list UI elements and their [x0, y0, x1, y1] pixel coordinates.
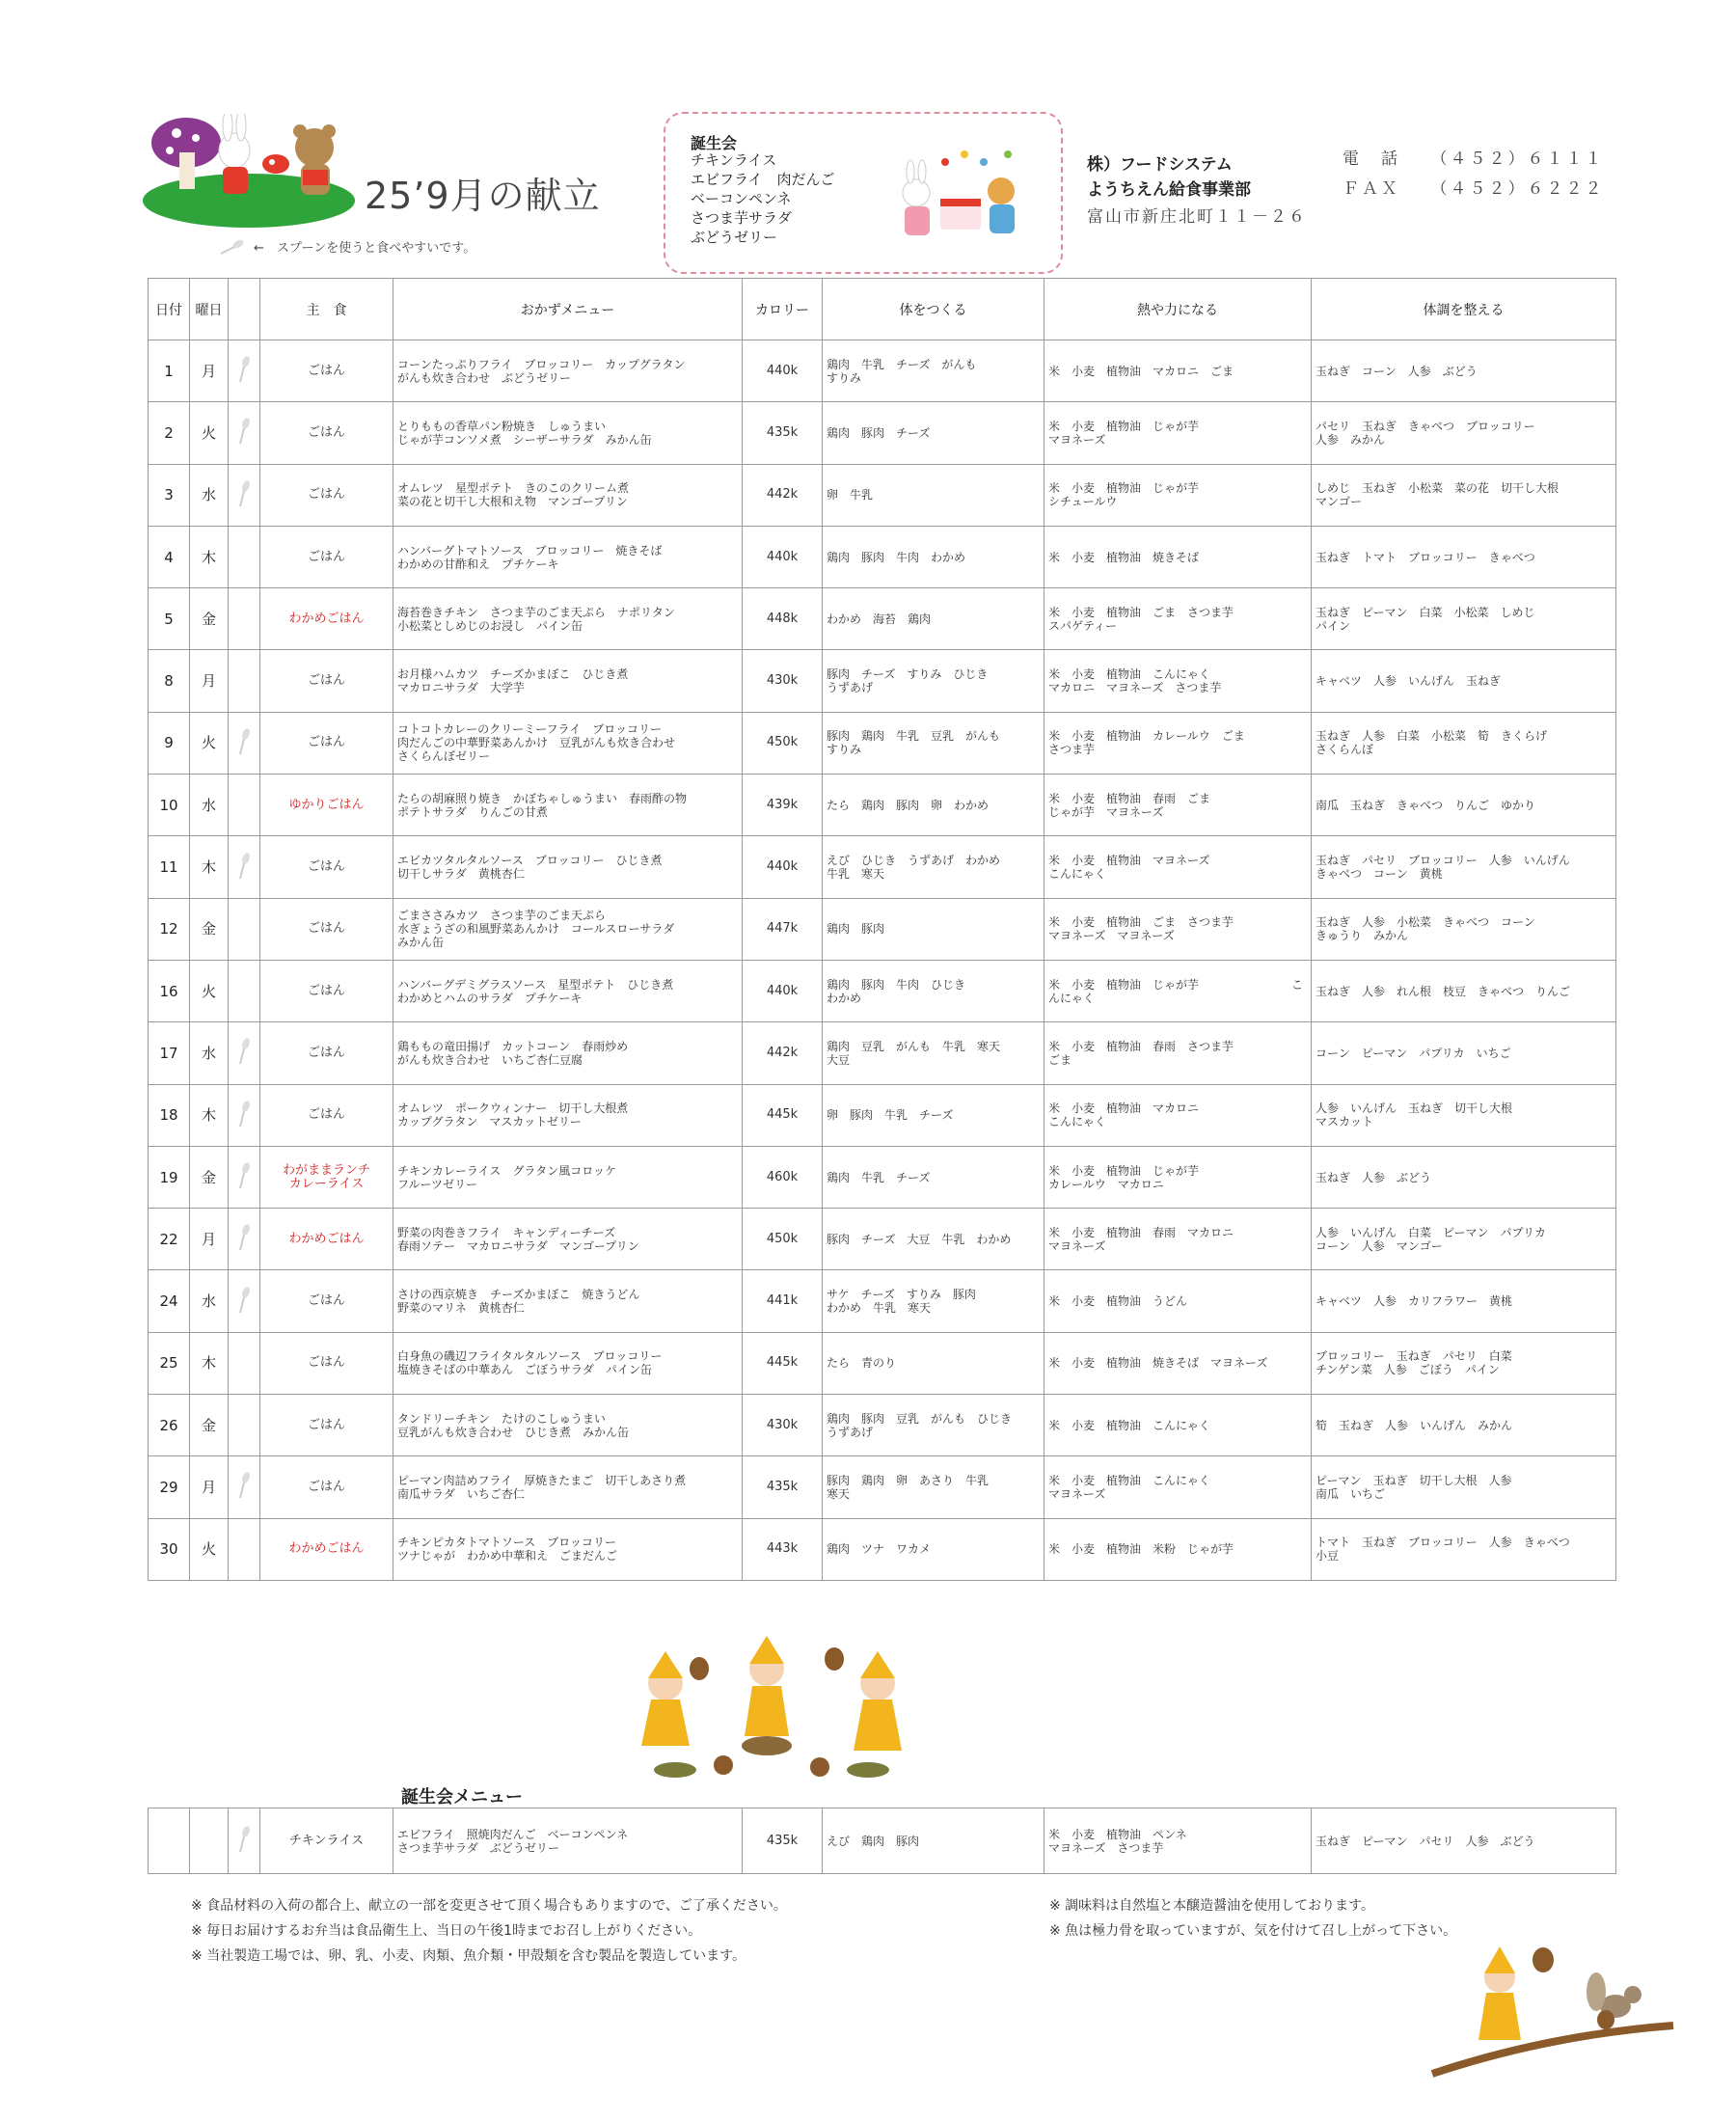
dish-cell: 白身魚の磯辺フライタルタルソース ブロッコリー 塩焼きそばの中華あん ごぼうサラダ パイン缶 — [393, 1332, 743, 1394]
spoon-cell — [229, 340, 260, 402]
energy-cell: 米 小麦 植物油 米粉 じゃが芋 — [1044, 1518, 1312, 1580]
weekday-cell: 木 — [190, 526, 229, 587]
note-item: ※ 調味料は自然塩と本醸造醤油を使用しております。 — [1049, 1898, 1375, 1914]
condition-cell: 人参 いんげん 玉ねぎ 切干し大根 マスカット — [1312, 1084, 1616, 1146]
day-cell: 19 — [149, 1146, 190, 1208]
weekday-cell: 木 — [190, 1332, 229, 1394]
body-cell: 鶏肉 豚肉 豆乳 がんも ひじき うずあげ — [823, 1395, 1044, 1456]
note-item: ※ 魚は極力骨を取っていますが、気を付けて召し上がって下さい。 — [1049, 1923, 1457, 1939]
body-cell: わかめ 海苔 鶏肉 — [823, 588, 1044, 650]
dish-cell: オムレツ 星型ポテト きのこのクリーム煮 菜の花と切干し大根和え物 マンゴープリン — [393, 464, 743, 526]
staple-cell: ごはん — [260, 1270, 393, 1332]
fax-number: ＦＡＸ （４５２）６２２２ — [1343, 179, 1605, 199]
calorie-cell: 442k — [743, 1022, 823, 1084]
dish-cell: オムレツ ポークウィンナー 切干し大根煮 カップグラタン マスカットゼリー — [393, 1084, 743, 1146]
weekday-cell: 木 — [190, 1084, 229, 1146]
table-row — [149, 712, 1616, 774]
calorie-cell: 460k — [743, 1146, 823, 1208]
staple-cell: ごはん — [260, 650, 393, 712]
birthday-item: ベーコンペンネ — [691, 190, 792, 207]
calorie-cell: 440k — [743, 836, 823, 898]
weekday-cell: 火 — [190, 960, 229, 1021]
dish-cell: チキンカレーライス グラタン風コロッケ フルーツゼリー — [393, 1146, 743, 1208]
dish-cell: 海苔巻きチキン さつま芋のごま天ぷら ナポリタン 小松菜としめじのお浸し パイン缶 — [393, 588, 743, 650]
weekday-cell: 木 — [190, 836, 229, 898]
table-row — [149, 464, 1616, 526]
header-calorie: カロリー — [743, 279, 823, 340]
menu-table-body — [149, 340, 1616, 1581]
day-cell: 5 — [149, 588, 190, 650]
calorie-cell: 450k — [743, 1209, 823, 1270]
condition-cell: パセリ 玉ねぎ きゃべつ ブロッコリー 人参 みかん — [1312, 402, 1616, 464]
energy-cell: 米 小麦 植物油 焼きそば マヨネーズ — [1044, 1332, 1312, 1394]
energy-cell: 米 小麦 植物油 春雨 さつま芋 ごま — [1044, 1022, 1312, 1084]
spoon-icon — [237, 355, 251, 384]
spoon-cell — [229, 1395, 260, 1456]
spoon-cell — [229, 1084, 260, 1146]
staple-cell: ごはん — [260, 464, 393, 526]
energy-cell: 米 小麦 植物油 じゃが芋 こ んにゃく — [1044, 960, 1312, 1021]
notes-right — [1049, 1893, 1456, 1944]
birthday-box-title: 誕生会 — [691, 134, 738, 152]
body-cell: 卵 豚肉 牛乳 チーズ — [823, 1084, 1044, 1146]
energy-cell: 米 小麦 植物油 マヨネーズ こんにゃく — [1044, 836, 1312, 898]
table-row — [149, 1209, 1616, 1270]
calorie-cell: 443k — [743, 1518, 823, 1580]
spoon-icon — [237, 1037, 251, 1066]
dish-cell: コトコトカレーのクリーミーフライ ブロッコリー 肉だんごの中華野菜あんかけ 豆乳がんも炊き合わせ さくらんぼゼリー — [393, 712, 743, 774]
body-cell: サケ チーズ すりみ 豚肉 わかめ 牛乳 寒天 — [823, 1270, 1044, 1332]
calorie-cell: 440k — [743, 960, 823, 1021]
header-energy: 熱や力になる — [1044, 279, 1312, 340]
day-cell: 29 — [149, 1456, 190, 1518]
body-cell: 鶏肉 牛乳 チーズ — [823, 1146, 1044, 1208]
spoon-icon — [237, 1286, 251, 1315]
day-cell: 11 — [149, 836, 190, 898]
company-name: 株）フードシステム — [1087, 155, 1233, 175]
notes-left — [191, 1893, 787, 1969]
day-cell: 9 — [149, 712, 190, 774]
energy-cell: 米 小麦 植物油 ごま さつま芋 スパゲティー — [1044, 588, 1312, 650]
page-title: 25’9月の献立 — [365, 175, 601, 217]
energy-cell: 米 小麦 植物油 春雨 ごま じゃが芋 マヨネーズ — [1044, 775, 1312, 836]
energy-cell: 米 小麦 植物油 カレールウ ごま さつま芋 — [1044, 712, 1312, 774]
condition-cell: 玉ねぎ コーン 人参 ぶどう — [1312, 340, 1616, 402]
body-cell: 卵 牛乳 — [823, 464, 1044, 526]
spoon-icon — [237, 417, 251, 446]
body-cell: 鶏肉 豚肉 チーズ — [823, 402, 1044, 464]
header-staple: 主 食 — [260, 279, 393, 340]
birthday-item: さつま芋サラダ — [691, 209, 792, 227]
calorie-cell: 448k — [743, 588, 823, 650]
dish-cell: ピーマン肉詰めフライ 厚焼きたまご 切干しあさり煮 南瓜サラダ いちご杏仁 — [393, 1456, 743, 1518]
day-cell: 8 — [149, 650, 190, 712]
birthday-menu-title: 誕生会メニュー — [401, 1787, 523, 1808]
body-cell: えび ひじき うずあげ わかめ 牛乳 寒天 — [823, 836, 1044, 898]
weekday-cell: 水 — [190, 464, 229, 526]
phone-number: 電 話 （４５２）６１１１ — [1343, 150, 1605, 169]
staple-cell: ごはん — [260, 1022, 393, 1084]
table-row — [149, 1022, 1616, 1084]
condition-cell: ピーマン 玉ねぎ 切干し大根 人参 南瓜 いちご — [1312, 1456, 1616, 1518]
spoon-cell — [229, 650, 260, 712]
weekday-cell: 月 — [190, 1456, 229, 1518]
spoon-cell — [229, 1022, 260, 1084]
table-row — [149, 960, 1616, 1021]
calorie-cell: 445k — [743, 1084, 823, 1146]
day-cell: 12 — [149, 898, 190, 960]
body-cell: 豚肉 チーズ 大豆 牛乳 わかめ — [823, 1209, 1044, 1270]
day-cell: 17 — [149, 1022, 190, 1084]
table-row — [149, 775, 1616, 836]
company-info — [1087, 152, 1307, 231]
spoon-cell — [229, 775, 260, 836]
dish-cell: ごまささみカツ さつま芋のごま天ぷら 水ぎょうざの和風野菜あんかけ コールスローサラダ みかん缶 — [393, 898, 743, 960]
dish-cell: エビカツタルタルソース ブロッコリー ひじき煮 切干しサラダ 黄桃杏仁 — [393, 836, 743, 898]
energy-cell: 米 小麦 植物油 じゃが芋 マヨネーズ — [1044, 402, 1312, 464]
weekday-cell: 金 — [190, 898, 229, 960]
dish-cell: 鶏ももの竜田揚げ カットコーン 春雨炒め がんも炊き合わせ いちご杏仁豆腐 — [393, 1022, 743, 1084]
body-cell: 豚肉 鶏肉 牛乳 豆乳 がんも すりみ — [823, 712, 1044, 774]
header-spoon — [229, 279, 260, 340]
weekday-cell: 水 — [190, 775, 229, 836]
spoon-cell — [229, 836, 260, 898]
day-cell: 3 — [149, 464, 190, 526]
bd-weekday-cell — [190, 1808, 229, 1874]
staple-cell: ごはん — [260, 402, 393, 464]
bd-energy-cell: 米 小麦 植物油 ペンネ マヨネーズ さつま芋 — [1044, 1808, 1312, 1874]
weekday-cell: 金 — [190, 1146, 229, 1208]
dish-cell: お月様ハムカツ チーズかまぼこ ひじき煮 マカロニサラダ 大学芋 — [393, 650, 743, 712]
spoon-icon — [237, 852, 251, 881]
body-cell: 鶏肉 豚肉 牛肉 わかめ — [823, 526, 1044, 587]
contact-info — [1343, 145, 1605, 204]
spoon-cell — [229, 464, 260, 526]
spoon-icon — [237, 1471, 251, 1500]
day-cell: 16 — [149, 960, 190, 1021]
table-row — [149, 898, 1616, 960]
staple-cell: ごはん — [260, 960, 393, 1021]
condition-cell: 玉ねぎ パセリ ブロッコリー 人参 いんげん きゃべつ コーン 黄桃 — [1312, 836, 1616, 898]
day-cell: 26 — [149, 1395, 190, 1456]
staple-cell: わかめごはん — [260, 1209, 393, 1270]
spoon-icon — [237, 479, 251, 508]
body-cell: 鶏肉 豚肉 — [823, 898, 1044, 960]
children-acorns-illustration — [598, 1630, 945, 1784]
dish-cell: ハンバーグデミグラスソース 星型ポテト ひじき煮 わかめとハムのサラダ プチケーキ — [393, 960, 743, 1021]
condition-cell: ブロッコリー 玉ねぎ パセリ 白菜 チンゲン菜 人参 ごぼう パイン — [1312, 1332, 1616, 1394]
condition-cell: しめじ 玉ねぎ 小松菜 菜の花 切干し大根 マンゴー — [1312, 464, 1616, 526]
body-cell: たら 青のり — [823, 1332, 1044, 1394]
day-cell: 25 — [149, 1332, 190, 1394]
staple-cell: ごはん — [260, 712, 393, 774]
birthday-party-illustration — [887, 145, 1042, 251]
calorie-cell: 445k — [743, 1332, 823, 1394]
birthday-box-list — [691, 150, 835, 247]
spoon-cell — [229, 588, 260, 650]
spoon-icon — [237, 1223, 251, 1252]
weekday-cell: 水 — [190, 1022, 229, 1084]
day-cell: 1 — [149, 340, 190, 402]
staple-cell: わかめごはん — [260, 1518, 393, 1580]
header-body: 体をつくる — [823, 279, 1044, 340]
body-cell: 鶏肉 牛乳 チーズ がんも すりみ — [823, 340, 1044, 402]
note-item: ※ 食品材料の入荷の都合上、献立の一部を変更させて頂く場合もありますので、ご了承ください。 — [191, 1898, 787, 1914]
condition-cell: 玉ねぎ 人参 小松菜 きゃべつ コーン きゅうり みかん — [1312, 898, 1616, 960]
weekday-cell: 水 — [190, 1270, 229, 1332]
dish-cell: コーンたっぷりフライ ブロッコリー カップグラタン がんも炊き合わせ ぶどうゼリー — [393, 340, 743, 402]
child-squirrel-branch-illustration — [1413, 1939, 1683, 2083]
menu-table — [148, 278, 1616, 1581]
staple-cell: わがままランチ カレーライス — [260, 1146, 393, 1208]
note-item: ※ 毎日お届けするお弁当は食品衛生上、当日の午後1時までお召し上がりください。 — [191, 1923, 702, 1939]
calorie-cell: 439k — [743, 775, 823, 836]
weekday-cell: 月 — [190, 340, 229, 402]
weekday-cell: 金 — [190, 1395, 229, 1456]
condition-cell: コーン ピーマン パプリカ いちご — [1312, 1022, 1616, 1084]
spoon-cell — [229, 1209, 260, 1270]
birthday-menu-row — [149, 1808, 1616, 1874]
header-day: 日付 — [149, 279, 190, 340]
table-row — [149, 1146, 1616, 1208]
energy-cell: 米 小麦 植物油 マカロニ こんにゃく — [1044, 1084, 1312, 1146]
table-row — [149, 1456, 1616, 1518]
staple-cell: ごはん — [260, 898, 393, 960]
energy-cell: 米 小麦 植物油 こんにゃく — [1044, 1395, 1312, 1456]
spoon-icon — [217, 239, 246, 255]
day-cell: 10 — [149, 775, 190, 836]
header-dish: おかずメニュー — [393, 279, 743, 340]
table-row — [149, 1270, 1616, 1332]
spoon-cell — [229, 526, 260, 587]
spoon-icon — [237, 1825, 251, 1854]
condition-cell: 玉ねぎ ピーマン 白菜 小松菜 しめじ パイン — [1312, 588, 1616, 650]
table-row — [149, 1518, 1616, 1580]
condition-cell: 玉ねぎ 人参 白菜 小松菜 筍 きくらげ さくらんぼ — [1312, 712, 1616, 774]
birthday-item: チキンライス — [691, 151, 777, 169]
birthday-item: ぶどうゼリー — [691, 229, 778, 246]
dish-cell: タンドリーチキン たけのこしゅうまい 豆乳がんも炊き合わせ ひじき煮 みかん缶 — [393, 1395, 743, 1456]
spoon-cell — [229, 1518, 260, 1580]
energy-cell: 米 小麦 植物油 焼きそば — [1044, 526, 1312, 587]
condition-cell: キャベツ 人参 カリフラワー 黄桃 — [1312, 1270, 1616, 1332]
bd-day-cell — [149, 1808, 190, 1874]
spoon-cell — [229, 1270, 260, 1332]
body-cell: 鶏肉 ツナ ワカメ — [823, 1518, 1044, 1580]
staple-cell: ごはん — [260, 526, 393, 587]
dish-cell: さけの西京焼き チーズかまぼこ 焼きうどん 野菜のマリネ 黄桃杏仁 — [393, 1270, 743, 1332]
energy-cell: 米 小麦 植物油 こんにゃく マヨネーズ — [1044, 1456, 1312, 1518]
day-cell: 30 — [149, 1518, 190, 1580]
calorie-cell: 435k — [743, 402, 823, 464]
bd-dish-cell: エビフライ 照焼肉だんご ベーコンペンネ さつま芋サラダ ぶどうゼリー — [393, 1808, 743, 1874]
energy-cell: 米 小麦 植物油 じゃが芋 カレールウ マカロニ — [1044, 1146, 1312, 1208]
table-row — [149, 340, 1616, 402]
day-cell: 18 — [149, 1084, 190, 1146]
weekday-cell: 火 — [190, 712, 229, 774]
table-row — [149, 526, 1616, 587]
condition-cell: キャベツ 人参 いんげん 玉ねぎ — [1312, 650, 1616, 712]
condition-cell: 玉ねぎ 人参 れん根 枝豆 きゃべつ りんご — [1312, 960, 1616, 1021]
condition-cell: 玉ねぎ トマト ブロッコリー きゃべつ — [1312, 526, 1616, 587]
bd-spoon-cell — [229, 1808, 260, 1874]
bd-condition-cell: 玉ねぎ ピーマン パセリ 人参 ぶどう — [1312, 1808, 1616, 1874]
condition-cell: トマト 玉ねぎ ブロッコリー 人参 きゃべつ 小豆 — [1312, 1518, 1616, 1580]
table-row — [149, 402, 1616, 464]
energy-cell: 米 小麦 植物油 じゃが芋 シチュールウ — [1044, 464, 1312, 526]
calorie-cell: 447k — [743, 898, 823, 960]
bd-calorie-cell: 435k — [743, 1808, 823, 1874]
staple-cell: ごはん — [260, 1456, 393, 1518]
day-cell: 2 — [149, 402, 190, 464]
day-cell: 4 — [149, 526, 190, 587]
spoon-note-text: ← スプーンを使うと食べやすいです。 — [254, 241, 476, 256]
staple-cell: ごはん — [260, 1332, 393, 1394]
calorie-cell: 450k — [743, 712, 823, 774]
staple-cell: ごはん — [260, 1084, 393, 1146]
spoon-cell — [229, 1456, 260, 1518]
spoon-cell — [229, 1146, 260, 1208]
spoon-cell — [229, 960, 260, 1021]
dish-cell: チキンピカタトマトソース ブロッコリー ツナじゃが わかめ中華和え ごまだんご — [393, 1518, 743, 1580]
spoon-icon — [237, 727, 251, 756]
calorie-cell: 440k — [743, 340, 823, 402]
body-cell: たら 鶏肉 豚肉 卵 わかめ — [823, 775, 1044, 836]
table-row — [149, 1084, 1616, 1146]
spoon-cell — [229, 402, 260, 464]
energy-cell: 米 小麦 植物油 マカロニ ごま — [1044, 340, 1312, 402]
dish-cell: とりももの香草パン粉焼き しゅうまい じゃが芋コンソメ煮 シーザーサラダ みかん缶 — [393, 402, 743, 464]
table-row — [149, 588, 1616, 650]
condition-cell: 筍 玉ねぎ 人参 いんげん みかん — [1312, 1395, 1616, 1456]
spoon-note — [217, 237, 475, 256]
calorie-cell: 441k — [743, 1270, 823, 1332]
calorie-cell: 430k — [743, 1395, 823, 1456]
weekday-cell: 火 — [190, 402, 229, 464]
spoon-cell — [229, 898, 260, 960]
spoon-cell — [229, 712, 260, 774]
body-cell: 鶏肉 豚肉 牛肉 ひじき わかめ — [823, 960, 1044, 1021]
weekday-cell: 月 — [190, 1209, 229, 1270]
table-row — [149, 1332, 1616, 1394]
table-row — [149, 836, 1616, 898]
header-condition: 体調を整える — [1312, 279, 1616, 340]
staple-cell: ごはん — [260, 1395, 393, 1456]
note-item: ※ 当社製造工場では、卵、乳、小麦、肉類、魚介類・甲殻類を含む製品を製造しています。 — [191, 1948, 746, 1964]
staple-cell: ゆかりごはん — [260, 775, 393, 836]
calorie-cell: 442k — [743, 464, 823, 526]
birthday-menu-table — [148, 1808, 1616, 1874]
energy-cell: 米 小麦 植物油 うどん — [1044, 1270, 1312, 1332]
bd-staple-cell: チキンライス — [260, 1808, 393, 1874]
body-cell: 豚肉 チーズ すりみ ひじき うずあげ — [823, 650, 1044, 712]
weekday-cell: 金 — [190, 588, 229, 650]
day-cell: 24 — [149, 1270, 190, 1332]
header-weekday: 曜日 — [190, 279, 229, 340]
spoon-cell — [229, 1332, 260, 1394]
condition-cell: 南瓜 玉ねぎ きゃべつ りんご ゆかり — [1312, 775, 1616, 836]
weekday-cell: 月 — [190, 650, 229, 712]
company-address: 富山市新庄北町１１－２６ — [1087, 207, 1307, 227]
spoon-icon — [237, 1161, 251, 1190]
energy-cell: 米 小麦 植物油 春雨 マカロニ マヨネーズ — [1044, 1209, 1312, 1270]
dish-cell: たらの胡麻照り焼き かぼちゃしゅうまい 春雨酢の物 ポテトサラダ りんごの甘煮 — [393, 775, 743, 836]
condition-cell: 人参 いんげん 白菜 ピーマン パプリカ コーン 人参 マンゴー — [1312, 1209, 1616, 1270]
calorie-cell: 430k — [743, 650, 823, 712]
mushroom-animals-illustration — [143, 114, 365, 230]
table-row — [149, 650, 1616, 712]
staple-cell: ごはん — [260, 340, 393, 402]
staple-cell: わかめごはん — [260, 588, 393, 650]
staple-cell: ごはん — [260, 836, 393, 898]
day-cell: 22 — [149, 1209, 190, 1270]
calorie-cell: 435k — [743, 1456, 823, 1518]
body-cell: 豚肉 鶏肉 卵 あさり 牛乳 寒天 — [823, 1456, 1044, 1518]
calorie-cell: 440k — [743, 526, 823, 587]
dish-cell: 野菜の肉巻きフライ キャンディーチーズ 春雨ソテー マカロニサラダ マンゴープリン — [393, 1209, 743, 1270]
table-header-row — [149, 279, 1616, 340]
body-cell: 鶏肉 豆乳 がんも 牛乳 寒天 大豆 — [823, 1022, 1044, 1084]
condition-cell: 玉ねぎ 人参 ぶどう — [1312, 1146, 1616, 1208]
energy-cell: 米 小麦 植物油 ごま さつま芋 マヨネーズ マヨネーズ — [1044, 898, 1312, 960]
birthday-item: エビフライ 肉だんご — [691, 171, 835, 188]
spoon-icon — [237, 1100, 251, 1128]
company-division: ようちえん給食事業部 — [1087, 180, 1251, 200]
energy-cell: 米 小麦 植物油 こんにゃく マカロニ マヨネーズ さつま芋 — [1044, 650, 1312, 712]
bd-body-cell: えび 鶏肉 豚肉 — [823, 1808, 1044, 1874]
table-row — [149, 1395, 1616, 1456]
dish-cell: ハンバーグトマトソース ブロッコリー 焼きそば わかめの甘酢和え プチケーキ — [393, 526, 743, 587]
weekday-cell: 火 — [190, 1518, 229, 1580]
birthday-box — [664, 112, 1063, 274]
